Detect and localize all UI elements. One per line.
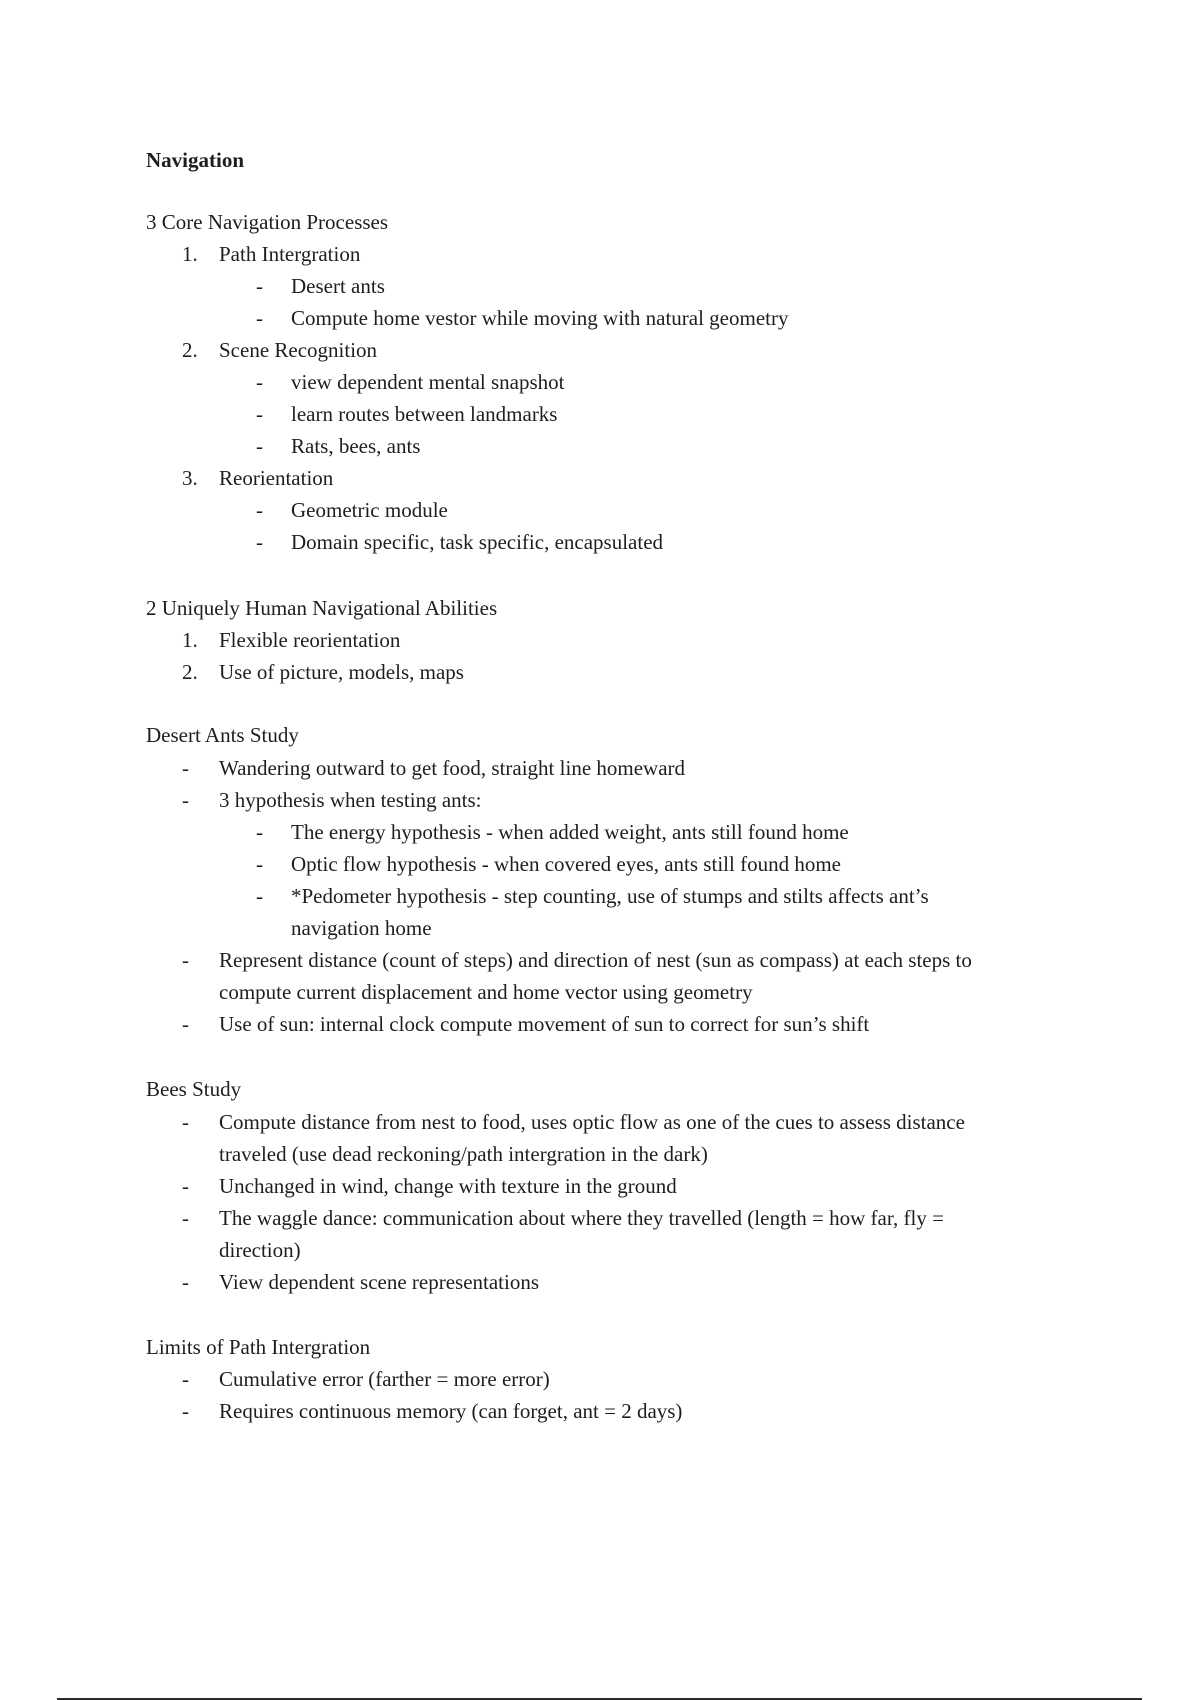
list-item: Use of picture, models, maps [219, 660, 464, 684]
list-item: The waggle dance: communication about where they travelled (length = how far, fly = [219, 1206, 944, 1230]
sub-list-item: Compute home vestor while moving with natural geometry [291, 306, 789, 330]
section-heading-human: 2 Uniquely Human Navigational Abilities [146, 596, 498, 620]
list-item: 3 hypothesis when testing ants: [219, 788, 482, 812]
sub-list-item: Domain specific, task specific, encapsulated [291, 530, 664, 554]
list-item: Unchanged in wind, change with texture in the ground [219, 1174, 677, 1198]
list-item: Use of sun: internal clock compute movement of sun to correct for sun’s shift [219, 1012, 870, 1036]
list-item-continuation: direction) [219, 1238, 301, 1262]
list-item: Flexible reorientation [219, 628, 401, 652]
dash-marker: - [256, 306, 263, 330]
sub-list-item: Optic flow hypothesis - when covered eyes, ants still found home [291, 852, 841, 876]
dash-marker: - [256, 434, 263, 458]
dash-marker: - [256, 530, 263, 554]
list-item: Wandering outward to get food, straight line homeward [219, 756, 686, 780]
sub-list-item-continuation: navigation home [291, 916, 432, 940]
sub-list-item: *Pedometer hypothesis - step counting, use of stumps and stilts affects ant’s [291, 884, 929, 908]
dash-marker: - [182, 1270, 189, 1294]
sub-list-item: learn routes between landmarks [291, 402, 558, 426]
list-number: 2. [182, 338, 198, 362]
dash-marker: - [182, 788, 189, 812]
dash-marker: - [256, 402, 263, 426]
section-heading-limits: Limits of Path Intergration [146, 1335, 371, 1359]
list-item: Compute distance from nest to food, uses optic flow as one of the cues to assess distance [219, 1110, 965, 1134]
dash-marker: - [182, 1012, 189, 1036]
dash-marker: - [256, 274, 263, 298]
section-heading-ants: Desert Ants Study [146, 723, 299, 747]
list-item: Reorientation [219, 466, 334, 490]
dash-marker: - [256, 370, 263, 394]
sub-list-item: Rats, bees, ants [291, 434, 421, 458]
dash-marker: - [182, 756, 189, 780]
list-item: Requires continuous memory (can forget, ant = 2 days) [219, 1399, 683, 1423]
section-heading-bees: Bees Study [146, 1077, 242, 1101]
dash-marker: - [182, 1206, 189, 1230]
dash-marker: - [256, 884, 263, 908]
dash-marker: - [182, 1110, 189, 1134]
sub-list-item: The energy hypothesis - when added weight, ants still found home [291, 820, 849, 844]
list-item: Path Intergration [219, 242, 361, 266]
list-number: 1. [182, 242, 198, 266]
sub-list-item: view dependent mental snapshot [291, 370, 565, 394]
list-number: 3. [182, 466, 198, 490]
list-item: Represent distance (count of steps) and direction of nest (sun as compass) at each steps to [219, 948, 972, 972]
dash-marker: - [256, 820, 263, 844]
list-item: Cumulative error (farther = more error) [219, 1367, 550, 1391]
list-item: Scene Recognition [219, 338, 378, 362]
sub-list-item: Desert ants [291, 274, 385, 298]
section-heading-core: 3 Core Navigation Processes [146, 210, 389, 234]
document-title: Navigation [146, 148, 245, 172]
list-number: 1. [182, 628, 198, 652]
list-item-continuation: traveled (use dead reckoning/path intergration in the dark) [219, 1142, 708, 1166]
sub-list-item: Geometric module [291, 498, 448, 522]
dash-marker: - [256, 852, 263, 876]
dash-marker: - [256, 498, 263, 522]
dash-marker: - [182, 1174, 189, 1198]
list-item-continuation: compute current displacement and home vector using geometry [219, 980, 753, 1004]
dash-marker: - [182, 948, 189, 972]
dash-marker: - [182, 1399, 189, 1423]
list-number: 2. [182, 660, 198, 684]
dash-marker: - [182, 1367, 189, 1391]
list-item: View dependent scene representations [219, 1270, 540, 1294]
